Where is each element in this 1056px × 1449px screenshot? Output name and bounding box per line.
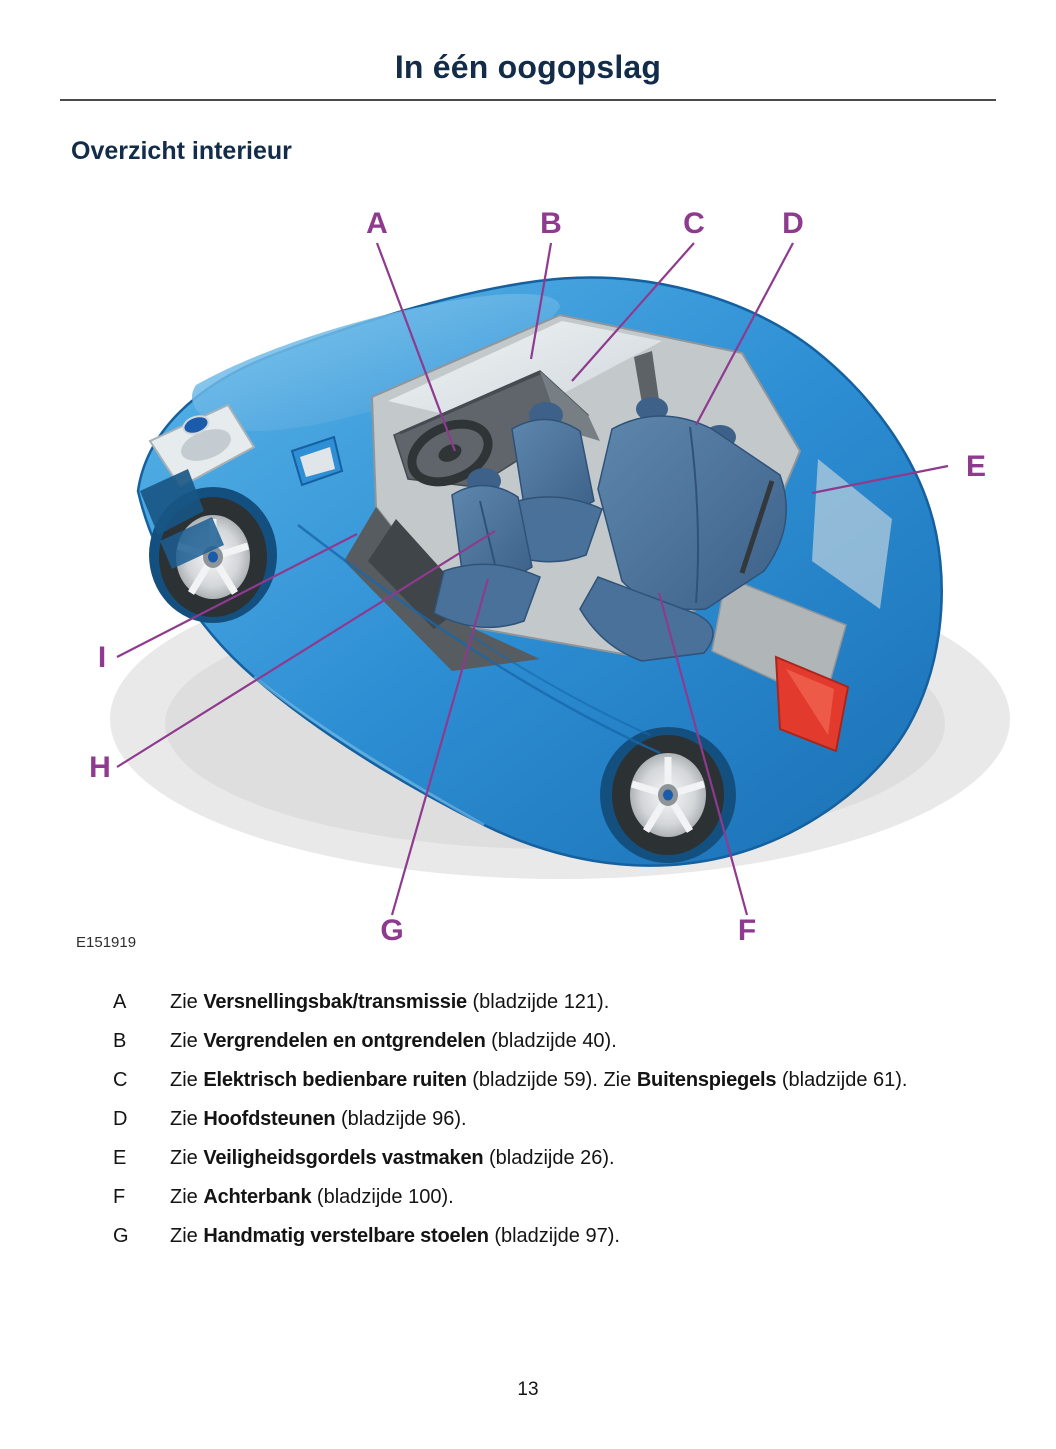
page-number: 13 (517, 1379, 539, 1400)
callout-letter-c: C (683, 207, 705, 240)
legend (0, 989, 1056, 1249)
legend-row (0, 1145, 1056, 1171)
callout-letter-g: G (380, 914, 404, 947)
car-cutaway-illustration (0, 189, 1056, 947)
interior-overview-figure (0, 189, 1056, 951)
callout-letter-a: A (366, 207, 388, 240)
legend-text: Zie Achterbank (bladzijde 100). (170, 1186, 454, 1208)
legend-row (0, 989, 1056, 1015)
figure-code: E151919 (76, 934, 137, 951)
callout-letter-f: F (737, 914, 757, 947)
legend-text: Zie Veiligheidsgordels vastmaken (bladzijde 26). (170, 1147, 615, 1169)
section-heading: Overzicht interieur (71, 137, 292, 165)
callout-letter-i: I (97, 641, 107, 674)
legend-text: Zie Versnellingsbak/transmissie (bladzijde 121). (170, 991, 610, 1013)
callout-letter-e: E (965, 450, 987, 483)
callout-letter-h: H (89, 751, 111, 784)
callout-letter-b: B (540, 207, 562, 240)
legend-letter: E (113, 1147, 127, 1169)
legend-letter: D (113, 1108, 128, 1130)
legend-letter: A (113, 991, 127, 1013)
legend-row (0, 1184, 1056, 1210)
legend-text: Zie Elektrisch bedienbare ruiten (bladzijde 59). Zie Buitenspiegels (bladzijde 61). (170, 1069, 908, 1091)
legend-row (0, 1067, 1056, 1093)
page-title: In één oogopslag (394, 49, 662, 85)
legend-row (0, 1223, 1056, 1249)
legend-letter: B (113, 1030, 127, 1052)
legend-letter: C (113, 1069, 128, 1091)
legend-letter: F (113, 1186, 126, 1208)
callout-letter-d: D (782, 207, 804, 240)
legend-row (0, 1028, 1056, 1054)
legend-row (0, 1106, 1056, 1132)
legend-text: Zie Vergrendelen en ontgrendelen (bladzijde 40). (170, 1030, 617, 1052)
rear-wheel (612, 735, 724, 855)
title-divider (60, 99, 996, 101)
legend-text: Zie Hoofdsteunen (bladzijde 96). (170, 1108, 467, 1130)
legend-text: Zie Handmatig verstelbare stoelen (bladzijde 97). (170, 1225, 620, 1247)
legend-letter: G (113, 1225, 129, 1247)
